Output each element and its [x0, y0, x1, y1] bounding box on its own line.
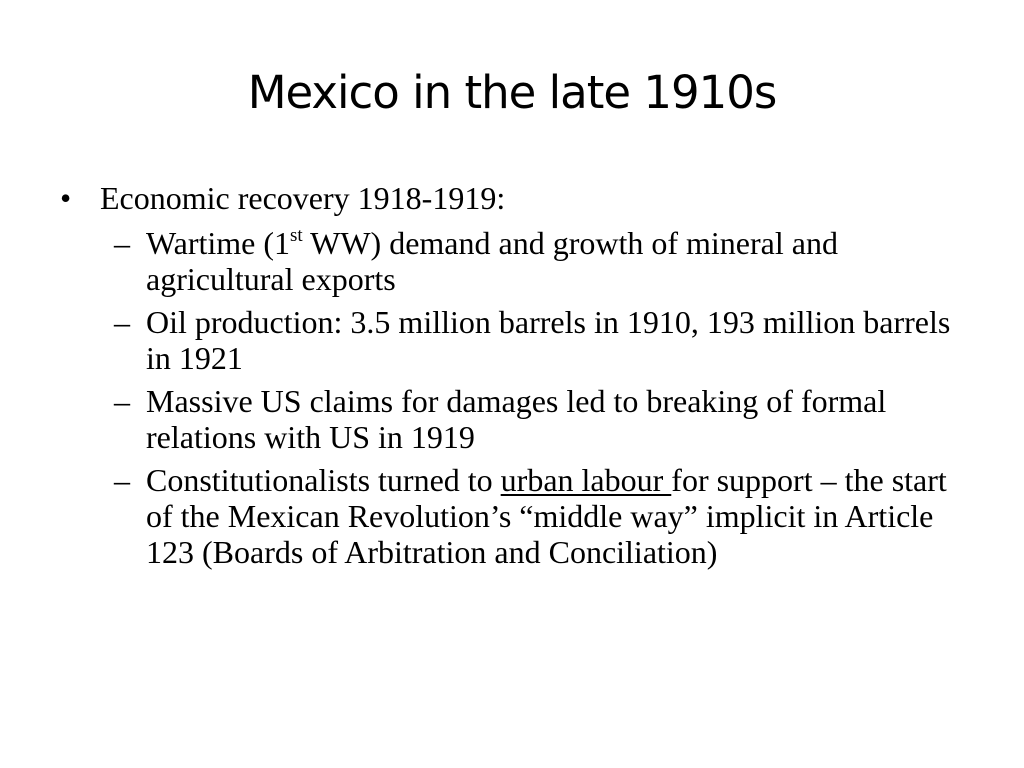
bullet-text: Economic recovery 1918-1919: [100, 180, 506, 216]
subbullet-text-part: WW) demand and growth of mineral and agricultural exports [146, 225, 838, 297]
subbullet-item-urban-labour [114, 462, 980, 570]
subbullet-item-oil-production [114, 304, 980, 376]
ordinal-superscript: st [290, 225, 303, 246]
subbullet-text: Oil production: 3.5 million barrels in 1910, 193 million barrels in 1921 [146, 304, 951, 376]
slide-body [60, 180, 980, 577]
slide-title: Mexico in the late 1910s [247, 66, 777, 119]
underlined-phrase: urban labour [500, 462, 672, 498]
dash-icon: – [114, 462, 130, 498]
dash-icon: – [114, 383, 130, 419]
subbullet-text: Massive US claims for damages led to breaking of formal relations with US in 1919 [146, 383, 887, 455]
dash-icon: – [114, 304, 130, 340]
subbullet-text-part: Constitutionalists turned to [146, 462, 501, 498]
subbullet-text-part: for support – the start of the Mexican Revolution’s “middle way” implicit in Article 123 (Boards of Arbitration and Conciliation) [146, 462, 947, 570]
subbullet-text-part: Wartime (1 [146, 225, 291, 261]
subbullet-item-us-claims [114, 383, 980, 455]
bullet-icon: • [60, 180, 72, 216]
subbullet-item-wartime-demand [114, 225, 980, 297]
dash-icon: – [114, 225, 130, 261]
bullet-item-economic-recovery [60, 180, 980, 217]
